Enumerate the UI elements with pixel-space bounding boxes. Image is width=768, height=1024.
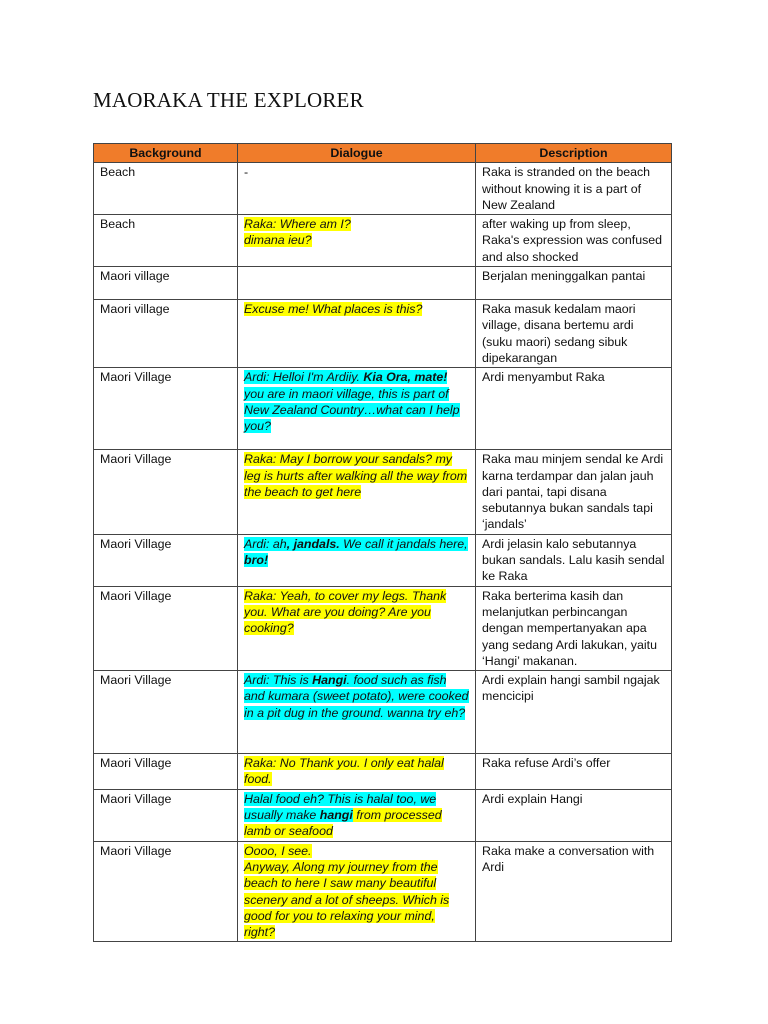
cell-background: Maori Village [94,671,238,754]
cell-dialogue [238,754,476,790]
table-header-row [94,144,672,163]
header-background: Background [94,144,238,163]
cell-dialogue [238,841,476,942]
cell-dialogue [238,789,476,841]
cell-background: Maori Village [94,586,238,670]
cell-description: Ardi explain Hangi [476,789,672,841]
dialogue-text: We call it jandals here, [339,536,468,551]
cell-description: Ardi explain hangi sambil ngajak mencicipi [476,671,672,754]
cell-description: Raka refuse Ardi’s offer [476,754,672,790]
dialogue-line: Anyway, Along my journey from the beach to here I saw many beautiful scenery and a lot of sheeps. Which is good for you to relaxing your mind, right? [244,859,450,940]
table-row [94,267,672,300]
cell-dialogue [238,300,476,368]
table-row [94,368,672,450]
table-row [94,163,672,215]
dialogue-line: Raka: Where am I? [244,217,351,232]
table-row [94,534,672,586]
cell-background: Maori Village [94,368,238,450]
dialogue-text: Ardi: This is [244,673,313,688]
dialogue-text: Halal food eh? This is halal too, we usually make [244,791,437,823]
dialogue-text: Raka: No Thank you. I only eat halal food. [244,756,444,787]
cell-description: Raka make a conversation with Ardi [476,841,672,942]
cell-description: Ardi jelasin kalo sebutannya bukan sandals. Lalu kasih sendal ke Raka [476,534,672,586]
cell-description: Raka is stranded on the beach without knowing it is a part of New Zealand [476,163,672,215]
cell-background: Maori Village [94,450,238,534]
cell-dialogue [238,368,476,450]
cell-dialogue [238,671,476,754]
dialogue-text: you are in maori village, this is part of New Zealand Country…what can I help you? [244,386,460,434]
dialogue-text: Raka: May I borrow your sandals? my leg is hurts after walking all the way from the beach to get here [244,452,468,499]
dialogue-text: Ardi: Helloi I'm Ardiiy. [244,370,364,385]
cell-dialogue [238,586,476,670]
dialogue-line: dimana ieu? [244,233,312,248]
dialogue-text: Ardi: ah [244,536,287,551]
script-table [93,143,672,942]
dialogue-text: . food such as fish and kumara (sweet potato), were cooked in a pit dug in the ground. wanna try eh? [244,673,469,720]
table-row [94,754,672,790]
document-title: MAORAKA THE EXPLORER [93,88,364,112]
dialogue-bold: , jandals. [286,536,340,551]
cell-background: Beach [94,215,238,267]
cell-dialogue: - [238,163,476,215]
cell-background: Maori village [94,300,238,368]
dialogue-bold: Hangi [312,673,347,688]
dialogue-text: from processed lamb or seafood [244,808,442,839]
header-description: Description [476,144,672,163]
cell-description: Raka masuk kedalam maori village, disana bertemu ardi (suku maori) sedang sibuk dipekarangan [476,300,672,368]
table-row [94,789,672,841]
dialogue-bold: bro! [244,553,269,568]
cell-description: Berjalan meninggalkan pantai [476,267,672,300]
dialogue-text: Excuse me! What places is this? [244,302,423,317]
cell-background: Beach [94,163,238,215]
table-row [94,671,672,754]
cell-description: Raka mau minjem sendal ke Ardi karna terdampar dan jalan jauh dari pantai, tapi disana sebutannya bukan sandals tapi ‘jandals’ [476,450,672,534]
cell-dialogue [238,534,476,586]
table-row [94,841,672,942]
cell-description: after waking up from sleep, Raka's expression was confused and also shocked [476,215,672,267]
dialogue-bold: hangi [319,808,353,823]
cell-dialogue [238,215,476,267]
table-row [94,586,672,670]
table-row [94,215,672,267]
cell-background: Maori village [94,267,238,300]
cell-description: Raka berterima kasih dan melanjutkan perbincangan dengan mempertanyakan apa yang sedang Ardi lakukan, yaitu ‘Hangi’ makanan. [476,586,672,670]
cell-background: Maori Village [94,534,238,586]
cell-background: Maori Village [94,789,238,841]
cell-background: Maori Village [94,841,238,942]
cell-dialogue [238,450,476,534]
table-row [94,300,672,368]
cell-dialogue [238,267,476,300]
dialogue-line: Oooo, I see. [244,843,312,858]
cell-description: Ardi menyambut Raka [476,368,672,450]
cell-background: Maori Village [94,754,238,790]
table-row [94,450,672,534]
header-dialogue: Dialogue [238,144,476,163]
dialogue-bold: Kia Ora, mate! [363,370,448,385]
dialogue-text: Raka: Yeah, to cover my legs. Thank you. What are you doing? Are you cooking? [244,588,447,636]
